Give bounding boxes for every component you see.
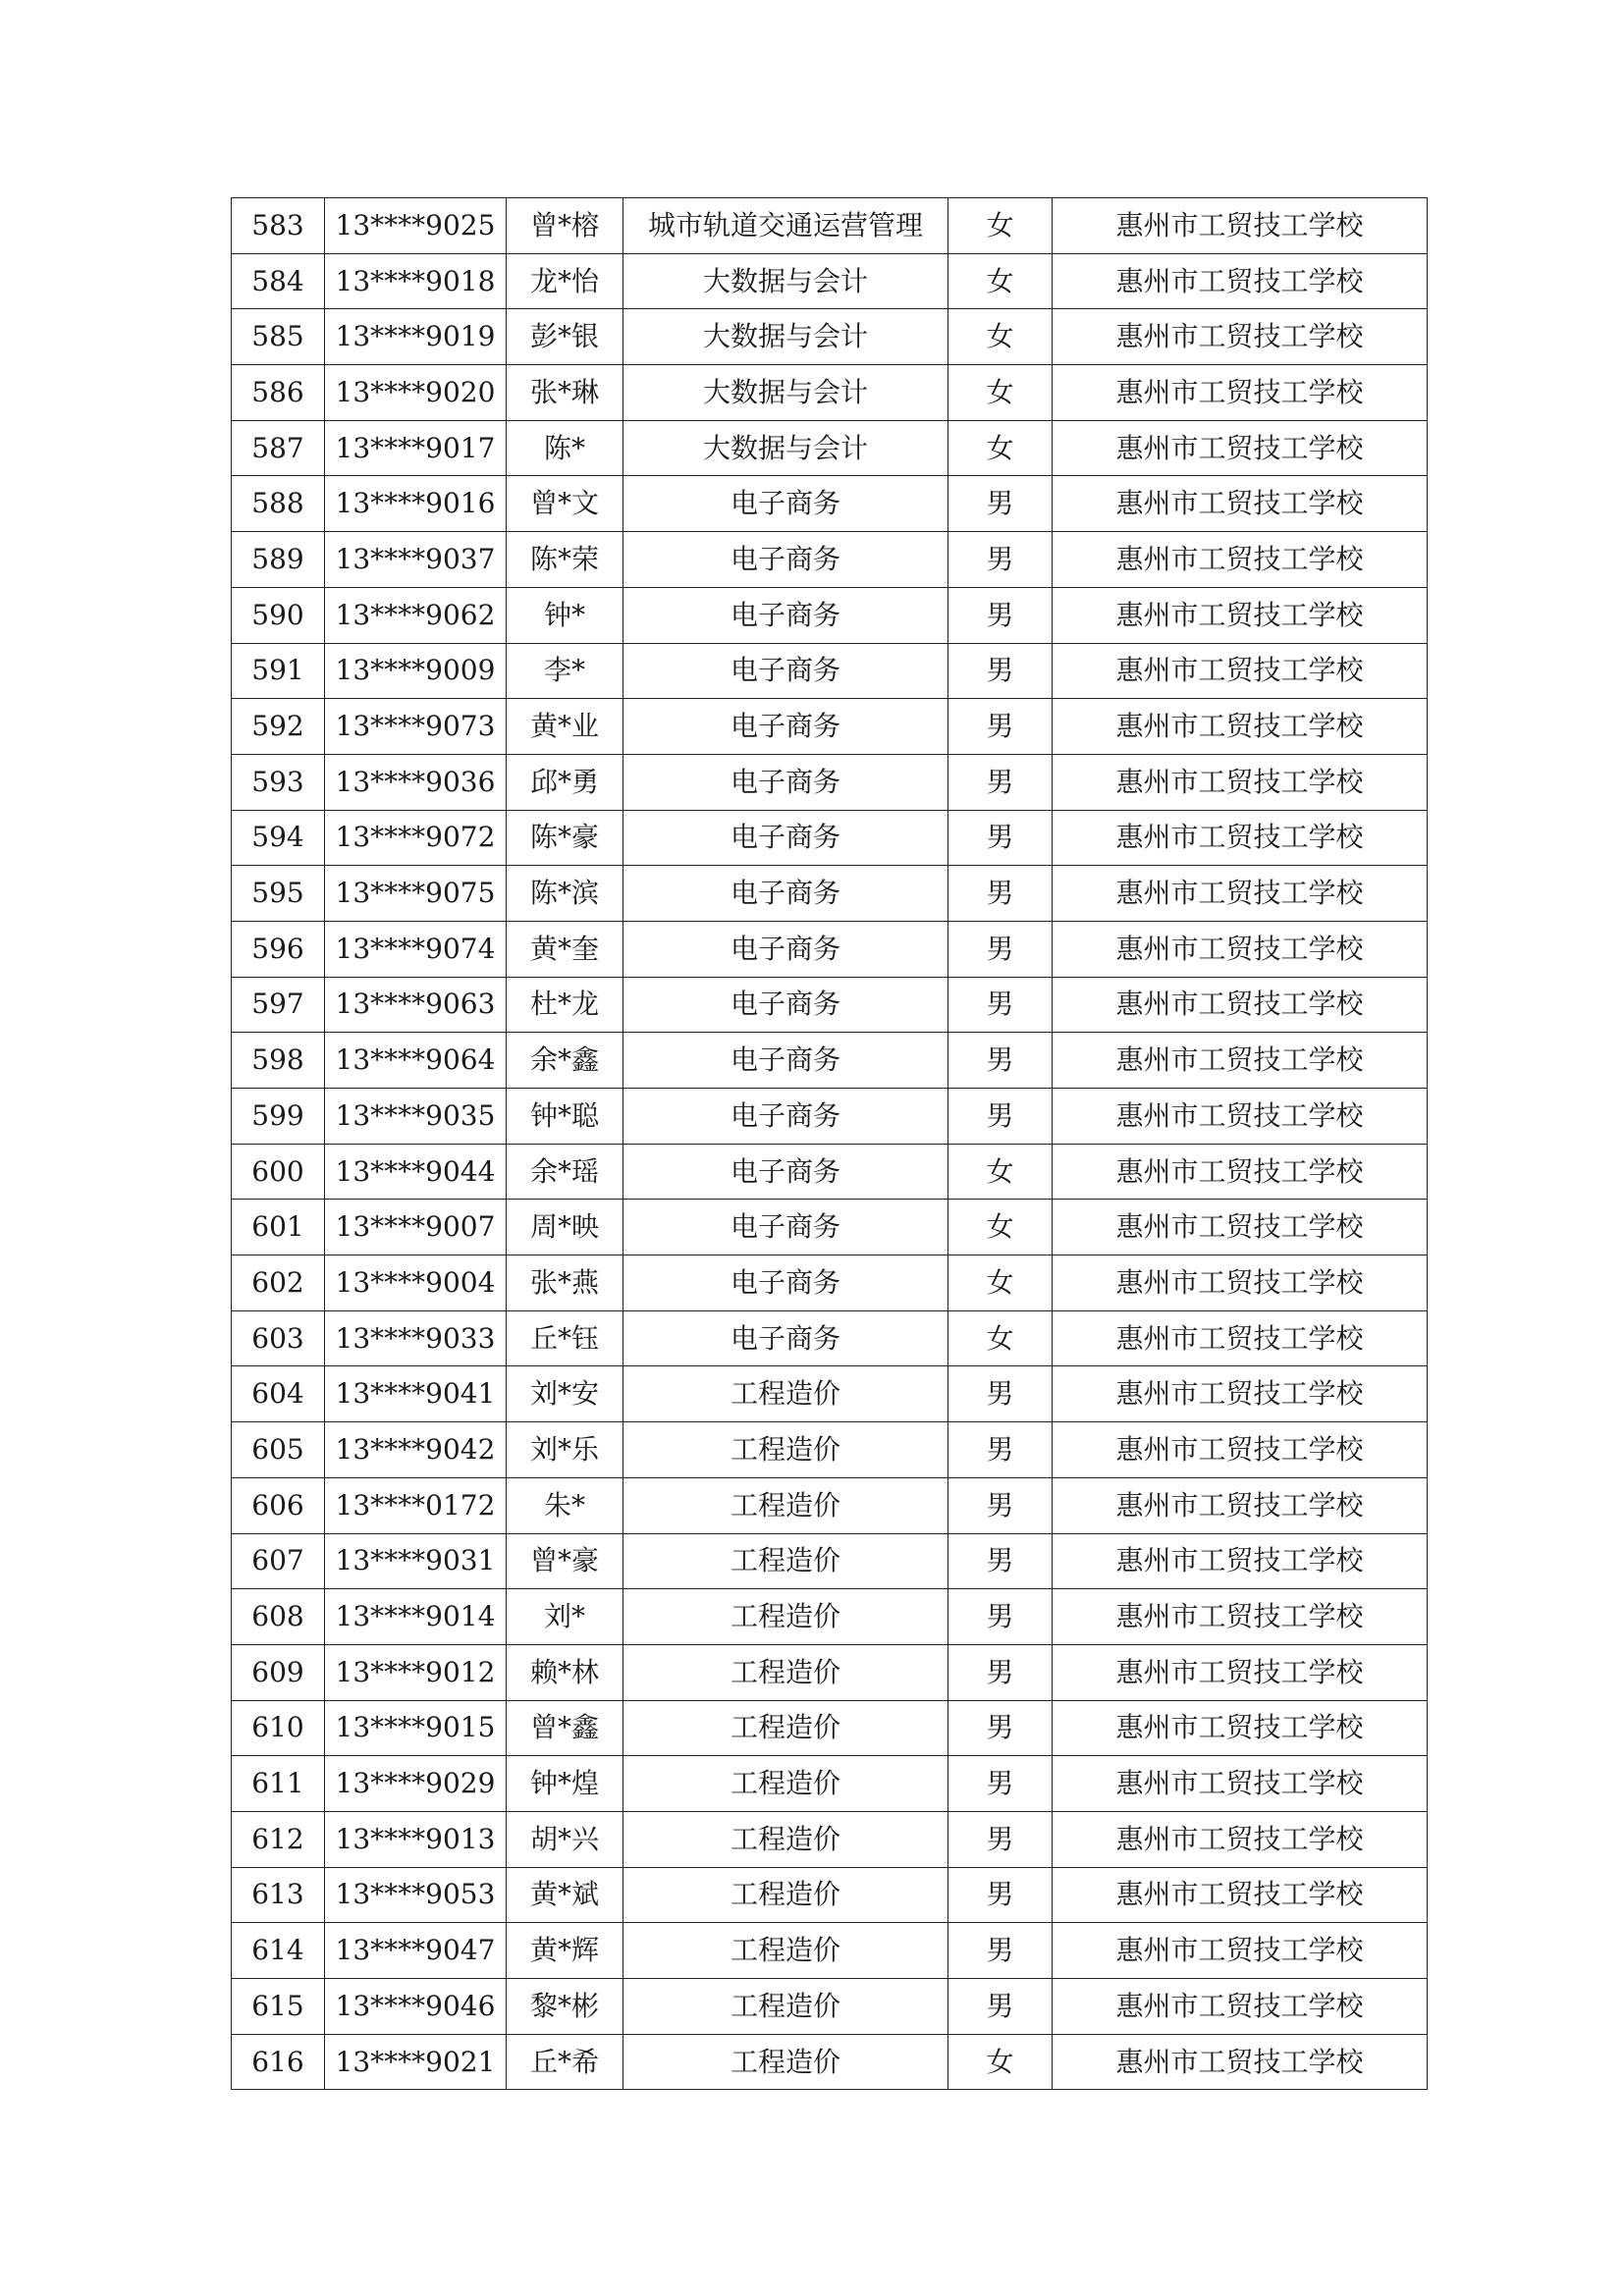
cell-school: 惠州市工贸技工学校: [1053, 1144, 1428, 1200]
cell-gender: 男: [948, 1033, 1053, 1089]
cell-phone: 13****9044: [325, 1144, 507, 1200]
cell-gender: 女: [948, 198, 1053, 254]
cell-name: 赖*林: [507, 1644, 623, 1700]
cell-name: 杜*龙: [507, 977, 623, 1033]
cell-gender: 女: [948, 1144, 1053, 1200]
cell-name: 张*燕: [507, 1255, 623, 1311]
cell-name: 钟*煌: [507, 1756, 623, 1812]
cell-phone: 13****9036: [325, 754, 507, 810]
cell-school: 惠州市工贸技工学校: [1053, 1422, 1428, 1478]
cell-phone: 13****9013: [325, 1811, 507, 1867]
cell-name: 刘*安: [507, 1366, 623, 1422]
cell-name: 彭*银: [507, 309, 623, 365]
cell-major: 工程造价: [623, 1589, 948, 1645]
cell-phone: 13****9007: [325, 1200, 507, 1255]
cell-phone: 13****9042: [325, 1422, 507, 1478]
cell-name: 黄*奎: [507, 921, 623, 977]
cell-index: 610: [232, 1700, 325, 1756]
cell-major: 工程造价: [623, 1477, 948, 1533]
cell-gender: 女: [948, 420, 1053, 476]
cell-index: 588: [232, 476, 325, 532]
table-row: [232, 699, 1428, 755]
cell-school: 惠州市工贸技工学校: [1053, 420, 1428, 476]
table-row: [232, 866, 1428, 922]
table-row: [232, 309, 1428, 365]
cell-gender: 男: [948, 1756, 1053, 1812]
cell-index: 613: [232, 1867, 325, 1923]
cell-major: 工程造价: [623, 1867, 948, 1923]
table-row: [232, 532, 1428, 588]
cell-school: 惠州市工贸技工学校: [1053, 365, 1428, 421]
cell-major: 大数据与会计: [623, 365, 948, 421]
table-row: [232, 365, 1428, 421]
cell-major: 工程造价: [623, 1923, 948, 1979]
table-row: [232, 253, 1428, 309]
cell-index: 587: [232, 420, 325, 476]
cell-major: 工程造价: [623, 1366, 948, 1422]
roster-body: [232, 198, 1428, 2090]
cell-name: 丘*希: [507, 2034, 623, 2090]
cell-school: 惠州市工贸技工学校: [1053, 1255, 1428, 1311]
cell-major: 电子商务: [623, 476, 948, 532]
table-row: [232, 1700, 1428, 1756]
table-row: [232, 1867, 1428, 1923]
cell-school: 惠州市工贸技工学校: [1053, 1644, 1428, 1700]
cell-gender: 女: [948, 365, 1053, 421]
cell-phone: 13****9047: [325, 1923, 507, 1979]
table-row: [232, 1200, 1428, 1255]
cell-name: 丘*钰: [507, 1310, 623, 1366]
cell-index: 608: [232, 1589, 325, 1645]
cell-phone: 13****9063: [325, 977, 507, 1033]
cell-gender: 男: [948, 1533, 1053, 1589]
cell-index: 615: [232, 1979, 325, 2035]
cell-index: 590: [232, 587, 325, 643]
table-row: [232, 1310, 1428, 1366]
cell-school: 惠州市工贸技工学校: [1053, 476, 1428, 532]
cell-gender: 男: [948, 1589, 1053, 1645]
cell-name: 邱*勇: [507, 754, 623, 810]
cell-index: 586: [232, 365, 325, 421]
cell-major: 电子商务: [623, 1144, 948, 1200]
cell-gender: 女: [948, 2034, 1053, 2090]
cell-major: 工程造价: [623, 1422, 948, 1478]
cell-phone: 13****9016: [325, 476, 507, 532]
cell-school: 惠州市工贸技工学校: [1053, 532, 1428, 588]
cell-name: 陈*滨: [507, 866, 623, 922]
cell-gender: 男: [948, 1811, 1053, 1867]
table-row: [232, 1811, 1428, 1867]
cell-name: 胡*兴: [507, 1811, 623, 1867]
cell-school: 惠州市工贸技工学校: [1053, 754, 1428, 810]
cell-index: 609: [232, 1644, 325, 1700]
cell-name: 黎*彬: [507, 1979, 623, 2035]
cell-major: 电子商务: [623, 1089, 948, 1145]
cell-school: 惠州市工贸技工学校: [1053, 921, 1428, 977]
table-row: [232, 1979, 1428, 2035]
cell-gender: 男: [948, 643, 1053, 699]
cell-major: 工程造价: [623, 1644, 948, 1700]
cell-gender: 男: [948, 866, 1053, 922]
cell-major: 电子商务: [623, 866, 948, 922]
cell-gender: 男: [948, 1923, 1053, 1979]
cell-phone: 13****9019: [325, 309, 507, 365]
cell-gender: 女: [948, 1255, 1053, 1311]
cell-index: 599: [232, 1089, 325, 1145]
cell-major: 大数据与会计: [623, 253, 948, 309]
cell-major: 电子商务: [623, 810, 948, 866]
cell-name: 曾*豪: [507, 1533, 623, 1589]
cell-major: 电子商务: [623, 1033, 948, 1089]
cell-major: 电子商务: [623, 754, 948, 810]
cell-phone: 13****0172: [325, 1477, 507, 1533]
cell-name: 钟*: [507, 587, 623, 643]
cell-index: 602: [232, 1255, 325, 1311]
cell-name: 陈*荣: [507, 532, 623, 588]
table-row: [232, 1533, 1428, 1589]
table-row: [232, 1089, 1428, 1145]
cell-school: 惠州市工贸技工学校: [1053, 1979, 1428, 2035]
cell-index: 612: [232, 1811, 325, 1867]
cell-major: 工程造价: [623, 1700, 948, 1756]
cell-school: 惠州市工贸技工学校: [1053, 699, 1428, 755]
cell-name: 余*瑶: [507, 1144, 623, 1200]
cell-index: 614: [232, 1923, 325, 1979]
cell-gender: 男: [948, 921, 1053, 977]
cell-school: 惠州市工贸技工学校: [1053, 587, 1428, 643]
cell-major: 电子商务: [623, 643, 948, 699]
cell-index: 585: [232, 309, 325, 365]
cell-name: 曾*榕: [507, 198, 623, 254]
table-row: [232, 1255, 1428, 1311]
cell-name: 余*鑫: [507, 1033, 623, 1089]
cell-index: 601: [232, 1200, 325, 1255]
cell-index: 591: [232, 643, 325, 699]
table-row: [232, 420, 1428, 476]
table-row: [232, 2034, 1428, 2090]
cell-gender: 男: [948, 754, 1053, 810]
cell-gender: 男: [948, 1700, 1053, 1756]
cell-major: 电子商务: [623, 1310, 948, 1366]
cell-school: 惠州市工贸技工学校: [1053, 866, 1428, 922]
cell-index: 592: [232, 699, 325, 755]
cell-gender: 男: [948, 977, 1053, 1033]
cell-school: 惠州市工贸技工学校: [1053, 1477, 1428, 1533]
cell-major: 大数据与会计: [623, 309, 948, 365]
table-row: [232, 754, 1428, 810]
cell-phone: 13****9062: [325, 587, 507, 643]
cell-name: 朱*: [507, 1477, 623, 1533]
cell-major: 大数据与会计: [623, 420, 948, 476]
cell-school: 惠州市工贸技工学校: [1053, 1756, 1428, 1812]
cell-gender: 男: [948, 1477, 1053, 1533]
cell-index: 597: [232, 977, 325, 1033]
cell-phone: 13****9017: [325, 420, 507, 476]
table-row: [232, 1923, 1428, 1979]
cell-major: 工程造价: [623, 1756, 948, 1812]
cell-name: 黄*业: [507, 699, 623, 755]
cell-school: 惠州市工贸技工学校: [1053, 810, 1428, 866]
cell-index: 605: [232, 1422, 325, 1478]
cell-index: 593: [232, 754, 325, 810]
cell-school: 惠州市工贸技工学校: [1053, 643, 1428, 699]
cell-phone: 13****9009: [325, 643, 507, 699]
cell-gender: 男: [948, 1867, 1053, 1923]
table-row: [232, 1644, 1428, 1700]
cell-phone: 13****9073: [325, 699, 507, 755]
cell-phone: 13****9037: [325, 532, 507, 588]
cell-school: 惠州市工贸技工学校: [1053, 1811, 1428, 1867]
table-row: [232, 1477, 1428, 1533]
cell-phone: 13****9064: [325, 1033, 507, 1089]
table-row: [232, 977, 1428, 1033]
table-row: [232, 643, 1428, 699]
cell-name: 黄*辉: [507, 1923, 623, 1979]
cell-school: 惠州市工贸技工学校: [1053, 1310, 1428, 1366]
table-row: [232, 810, 1428, 866]
table-row: [232, 1144, 1428, 1200]
cell-phone: 13****9014: [325, 1589, 507, 1645]
cell-name: 龙*怡: [507, 253, 623, 309]
table-row: [232, 198, 1428, 254]
cell-major: 电子商务: [623, 532, 948, 588]
cell-major: 电子商务: [623, 1255, 948, 1311]
cell-phone: 13****9075: [325, 866, 507, 922]
cell-name: 陈*豪: [507, 810, 623, 866]
cell-name: 陈*: [507, 420, 623, 476]
table-row: [232, 1422, 1428, 1478]
cell-index: 583: [232, 198, 325, 254]
cell-name: 曾*鑫: [507, 1700, 623, 1756]
cell-phone: 13****9025: [325, 198, 507, 254]
cell-gender: 女: [948, 253, 1053, 309]
cell-index: 606: [232, 1477, 325, 1533]
cell-index: 604: [232, 1366, 325, 1422]
cell-school: 惠州市工贸技工学校: [1053, 1867, 1428, 1923]
cell-school: 惠州市工贸技工学校: [1053, 1366, 1428, 1422]
cell-major: 电子商务: [623, 587, 948, 643]
cell-school: 惠州市工贸技工学校: [1053, 253, 1428, 309]
cell-index: 594: [232, 810, 325, 866]
cell-gender: 男: [948, 1979, 1053, 2035]
cell-school: 惠州市工贸技工学校: [1053, 1033, 1428, 1089]
table-row: [232, 476, 1428, 532]
table-row: [232, 587, 1428, 643]
cell-name: 黄*斌: [507, 1867, 623, 1923]
cell-phone: 13****9046: [325, 1979, 507, 2035]
cell-school: 惠州市工贸技工学校: [1053, 977, 1428, 1033]
table-row: [232, 1033, 1428, 1089]
cell-phone: 13****9041: [325, 1366, 507, 1422]
cell-school: 惠州市工贸技工学校: [1053, 1923, 1428, 1979]
table-row: [232, 1756, 1428, 1812]
cell-school: 惠州市工贸技工学校: [1053, 1533, 1428, 1589]
cell-gender: 女: [948, 1200, 1053, 1255]
cell-school: 惠州市工贸技工学校: [1053, 1700, 1428, 1756]
cell-index: 607: [232, 1533, 325, 1589]
cell-major: 电子商务: [623, 977, 948, 1033]
cell-index: 603: [232, 1310, 325, 1366]
cell-phone: 13****9020: [325, 365, 507, 421]
table-row: [232, 1589, 1428, 1645]
cell-name: 钟*聪: [507, 1089, 623, 1145]
cell-major: 城市轨道交通运营管理: [623, 198, 948, 254]
cell-school: 惠州市工贸技工学校: [1053, 309, 1428, 365]
cell-school: 惠州市工贸技工学校: [1053, 1089, 1428, 1145]
cell-phone: 13****9012: [325, 1644, 507, 1700]
cell-phone: 13****9018: [325, 253, 507, 309]
cell-gender: 男: [948, 699, 1053, 755]
cell-index: 600: [232, 1144, 325, 1200]
cell-index: 595: [232, 866, 325, 922]
cell-index: 584: [232, 253, 325, 309]
cell-school: 惠州市工贸技工学校: [1053, 1200, 1428, 1255]
cell-name: 刘*: [507, 1589, 623, 1645]
cell-major: 电子商务: [623, 921, 948, 977]
cell-index: 598: [232, 1033, 325, 1089]
cell-phone: 13****9072: [325, 810, 507, 866]
cell-gender: 男: [948, 476, 1053, 532]
cell-major: 工程造价: [623, 1811, 948, 1867]
cell-school: 惠州市工贸技工学校: [1053, 2034, 1428, 2090]
cell-phone: 13****9031: [325, 1533, 507, 1589]
cell-phone: 13****9074: [325, 921, 507, 977]
cell-gender: 男: [948, 1366, 1053, 1422]
cell-gender: 男: [948, 1644, 1053, 1700]
cell-gender: 男: [948, 532, 1053, 588]
cell-phone: 13****9033: [325, 1310, 507, 1366]
table-row: [232, 921, 1428, 977]
cell-index: 596: [232, 921, 325, 977]
cell-school: 惠州市工贸技工学校: [1053, 198, 1428, 254]
cell-gender: 男: [948, 1422, 1053, 1478]
cell-phone: 13****9021: [325, 2034, 507, 2090]
cell-gender: 男: [948, 587, 1053, 643]
table-row: [232, 1366, 1428, 1422]
cell-name: 李*: [507, 643, 623, 699]
cell-gender: 女: [948, 309, 1053, 365]
cell-phone: 13****9029: [325, 1756, 507, 1812]
cell-index: 589: [232, 532, 325, 588]
cell-gender: 女: [948, 1310, 1053, 1366]
cell-gender: 男: [948, 810, 1053, 866]
cell-name: 刘*乐: [507, 1422, 623, 1478]
cell-major: 电子商务: [623, 1200, 948, 1255]
cell-index: 611: [232, 1756, 325, 1812]
cell-name: 周*映: [507, 1200, 623, 1255]
cell-phone: 13****9035: [325, 1089, 507, 1145]
cell-name: 曾*文: [507, 476, 623, 532]
cell-name: 张*琳: [507, 365, 623, 421]
student-roster-table: [231, 197, 1428, 2090]
cell-major: 工程造价: [623, 1979, 948, 2035]
cell-major: 电子商务: [623, 699, 948, 755]
cell-major: 工程造价: [623, 2034, 948, 2090]
cell-major: 工程造价: [623, 1533, 948, 1589]
cell-gender: 男: [948, 1089, 1053, 1145]
cell-phone: 13****9004: [325, 1255, 507, 1311]
cell-index: 616: [232, 2034, 325, 2090]
cell-school: 惠州市工贸技工学校: [1053, 1589, 1428, 1645]
cell-phone: 13****9015: [325, 1700, 507, 1756]
cell-phone: 13****9053: [325, 1867, 507, 1923]
